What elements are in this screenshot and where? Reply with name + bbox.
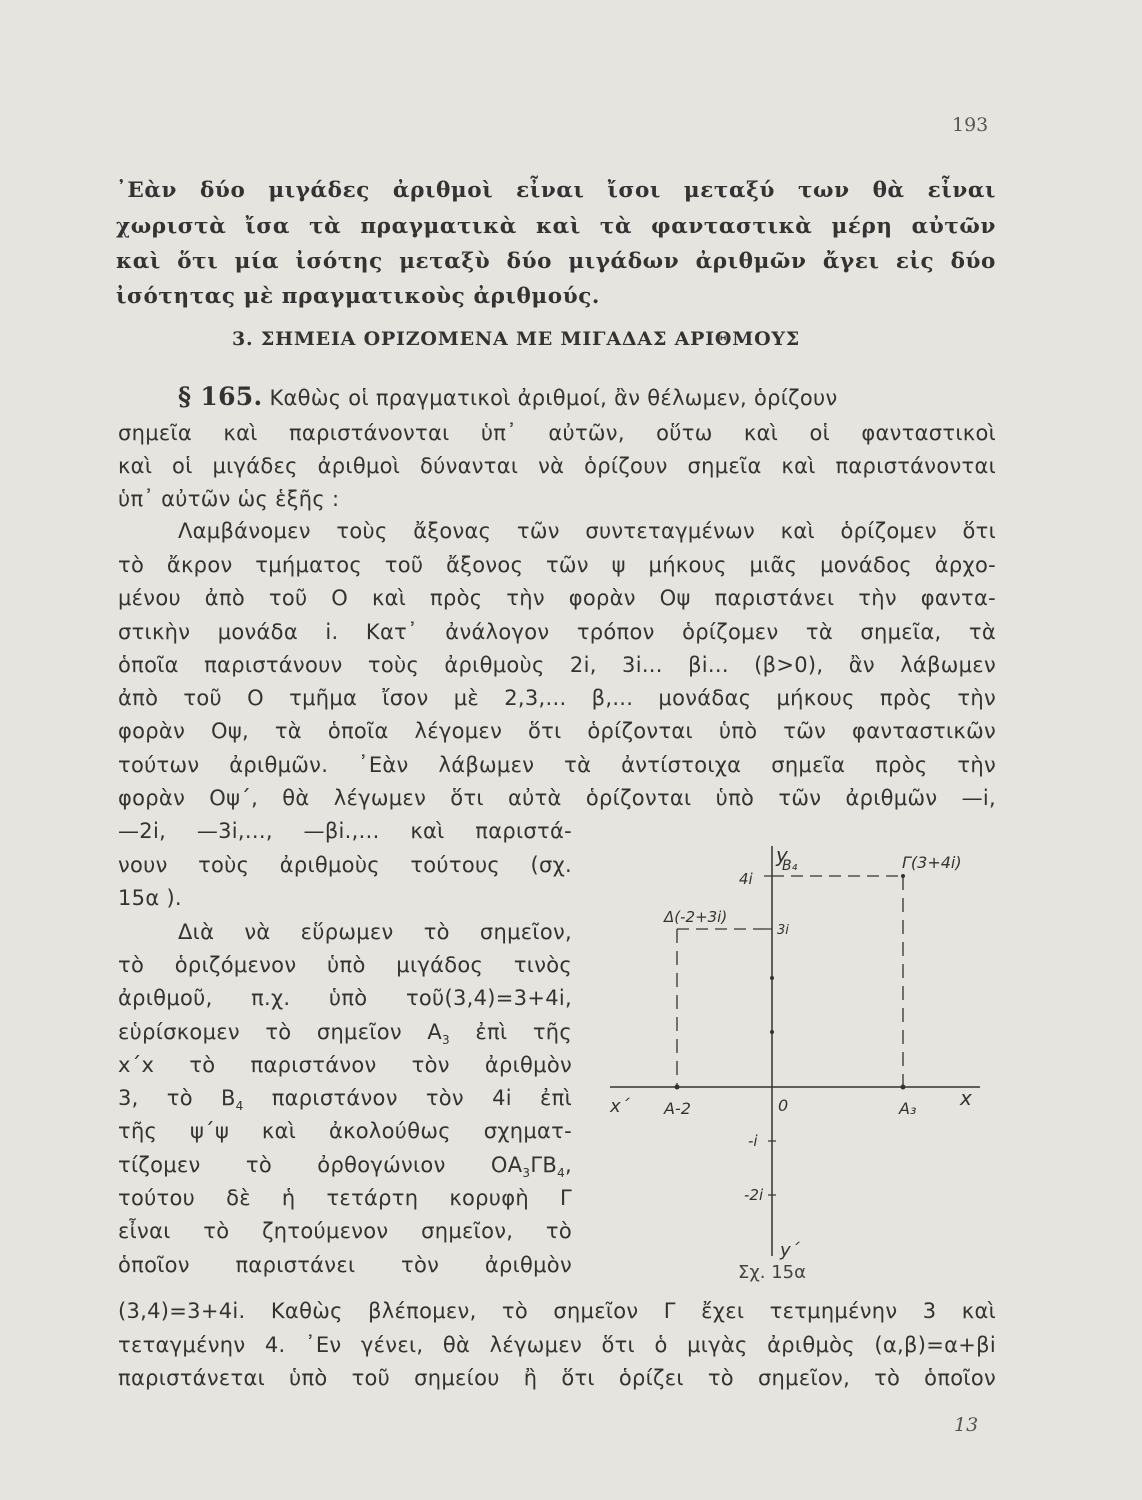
subscript: 3 <box>522 1166 531 1181</box>
text-segment: παριστάνον τὸν 4i ἐπὶ <box>243 1086 572 1110</box>
intro-line-3: καὶ ὅτι μία ἰσότης μεταξὺ δύο μιγάδων ἀριθμῶν ἄγει εἰς δύο <box>116 249 996 274</box>
label-minus-2i: -2i <box>744 1186 764 1204</box>
body-line: Λαμβάνομεν τοὺς ἄξονας τῶν συντεταγμένων καὶ ὁρίζομεν ὅτι <box>178 519 996 543</box>
subscript: 3 <box>442 1033 450 1048</box>
body-line <box>118 1153 572 1180</box>
body-line: φορὰν Οψ΄, θὰ λέγωμεν ὅτι αὐτὰ ὁρίζονται ὑπὸ τῶν ἀριθμῶν —i, <box>118 786 996 810</box>
body-line: τὸ ἄκρον τμήματος τοῦ ἄξονος τῶν ψ μήκους μιᾶς μονάδος ἀρχο- <box>118 553 996 577</box>
complex-plane-figure <box>596 836 996 1272</box>
body-line: φορὰν Οψ, τὰ ὁποῖα λέγομεν ὅτι ὁρίζονται ὑπὸ τῶν φανταστικῶν <box>118 719 996 743</box>
label-y: y <box>776 843 788 867</box>
label-3i: 3i <box>777 923 789 938</box>
body-line: στικὴν μονάδα i. Κατ᾿ ἀνάλογον τρόπον ὁρίζομεν τὰ σημεῖα, τὰ <box>118 620 996 644</box>
point-i <box>770 1030 774 1034</box>
body-line: ὑπ᾿ αὐτῶν ὡς ἑξῆς : <box>118 487 340 511</box>
body-line: εἶναι τὸ ζητούμενον σημεῖον, τὸ <box>118 1219 572 1243</box>
body-line: —2i, —3i,..., —βi.,... καὶ παριστά- <box>118 819 572 843</box>
body-line: μένου ἀπὸ τοῦ Ο καὶ πρὸς τὴν φορὰν Οψ παριστάνει τὴν φαντα- <box>118 586 996 610</box>
intro-line-1: ᾿Εὰν δύο μιγάδες ἀριθμοὶ εἶναι ἴσοι μεταξύ των θὰ εἶναι <box>116 178 996 203</box>
body-line: τεταγμένην 4. ᾿Εν γένει, θὰ λέγωμεν ὅτι ὁ μιγὰς ἀριθμὸς (α,β)=α+βi <box>118 1333 996 1357</box>
text-segment: ἐπὶ τῆς <box>449 1020 572 1044</box>
body-line: σημεῖα καὶ παριστάνονται ὑπ᾿ αὐτῶν, οὕτω καὶ οἱ φανταστικοὶ <box>118 421 996 445</box>
body-line <box>118 1020 572 1047</box>
body-line: τὸ ὁριζόμενον ὑπὸ μιγάδος τινὸς <box>118 953 572 977</box>
label-b4: B₄ <box>782 858 798 874</box>
intro-line-4: ἰσότητας μὲ πραγματικοὺς ἀριθμούς. <box>116 284 601 309</box>
subscript: 4 <box>235 1099 244 1114</box>
body-line: καὶ οἱ μιγάδες ἀριθμοὶ δύνανται νὰ ὁρίζουν σημεῖα καὶ παριστάνονται <box>118 454 996 478</box>
section-first-text: Καθὼς οἱ πραγματικοὶ ἀριθμοί, ἂν θέλωμεν, ὁρίζουν <box>269 386 838 410</box>
body-line: ὁποῖα παριστάνουν τοὺς ἀριθμοὺς 2i, 3i... βi... (β>0), ἂν λάβωμεν <box>118 653 996 677</box>
label-delta: Δ(-2+3i) <box>664 908 728 926</box>
signature-mark: 13 <box>954 1414 979 1436</box>
body-line: ἀπὸ τοῦ Ο τμῆμα ἴσον μὲ 2,3,... β,... μονάδας μήκους πρὸς τὴν <box>118 686 996 710</box>
body-line: (3,4)=3+4i. Καθὼς βλέπομεν, τὸ σημεῖον Γ ἔχει τετμημένην 3 καὶ <box>118 1299 996 1323</box>
figure-caption: Σχ. 15α <box>738 1262 806 1283</box>
label-x-prime: x΄ <box>610 1096 630 1117</box>
body-line: τῆς ψ΄ψ καὶ ἀκολούθως σχηματ- <box>118 1119 572 1143</box>
intro-line-2: χωριστὰ ἴσα τὰ πραγματικὰ καὶ τὰ φανταστικὰ μέρη αὐτῶν <box>116 214 996 239</box>
label-4i: 4i <box>739 870 753 888</box>
body-line <box>118 1086 572 1113</box>
label-minus-i: -i <box>748 1132 758 1150</box>
body-line: x΄x τὸ παριστάνον τὸν ἀριθμὸν <box>118 1053 572 1077</box>
label-y-prime: y΄ <box>780 1240 800 1261</box>
text-segment: 3, τὸ Β <box>118 1086 236 1110</box>
text-segment: , <box>565 1153 572 1177</box>
text-segment: ΓΒ <box>530 1153 558 1177</box>
body-line: τούτων ἀριθμῶν. ᾿Εὰν λάβωμεν τὰ ἀντίστοιχα σημεῖα πρὸς τὴν <box>118 753 996 777</box>
body-line: νουν τοὺς ἀριθμοὺς τούτους (σχ. <box>118 853 572 877</box>
text-segment: τίζομεν τὸ ὀρθογώνιον ΟΑ <box>118 1153 523 1177</box>
label-origin: 0 <box>778 1096 789 1115</box>
label-a3: A₃ <box>899 1099 917 1118</box>
body-line: παριστάνεται ὑπὸ τοῦ σημείου ἢ ὅτι ὁρίζει τὸ σημεῖον, τὸ ὁποῖον <box>118 1366 996 1390</box>
body-line: 15α ). <box>118 886 182 910</box>
text-segment: εὑρίσκομεν τὸ σημεῖον Α <box>118 1020 443 1044</box>
section-heading: 3. ΣΗΜΕΙΑ ΟΡΙΖΟΜΕΝΑ ΜΕ ΜΙΓΑΔΑΣ ΑΡΙΘΜΟΥΣ <box>232 328 801 350</box>
body-line: Διὰ νὰ εὕρωμεν τὸ σημεῖον, <box>178 920 572 944</box>
label-x: x <box>960 1086 972 1110</box>
label-a-minus2: A-2 <box>664 1099 691 1118</box>
label-gamma: Γ(3+4i) <box>902 853 962 872</box>
subscript: 4 <box>557 1166 566 1181</box>
point-2i <box>770 976 774 980</box>
section-symbol: § 165. <box>178 382 263 411</box>
body-line: ὁποῖον παριστάνει τὸν ἀριθμὸν <box>118 1253 572 1277</box>
section-first-line <box>178 382 996 411</box>
body-line: τούτου δὲ ἡ τετάρτη κορυφὴ Γ <box>118 1186 572 1210</box>
page-number: 193 <box>952 114 989 136</box>
body-line: ἀριθμοῦ, π.χ. ὑπὸ τοῦ(3,4)=3+4i, <box>118 986 572 1010</box>
